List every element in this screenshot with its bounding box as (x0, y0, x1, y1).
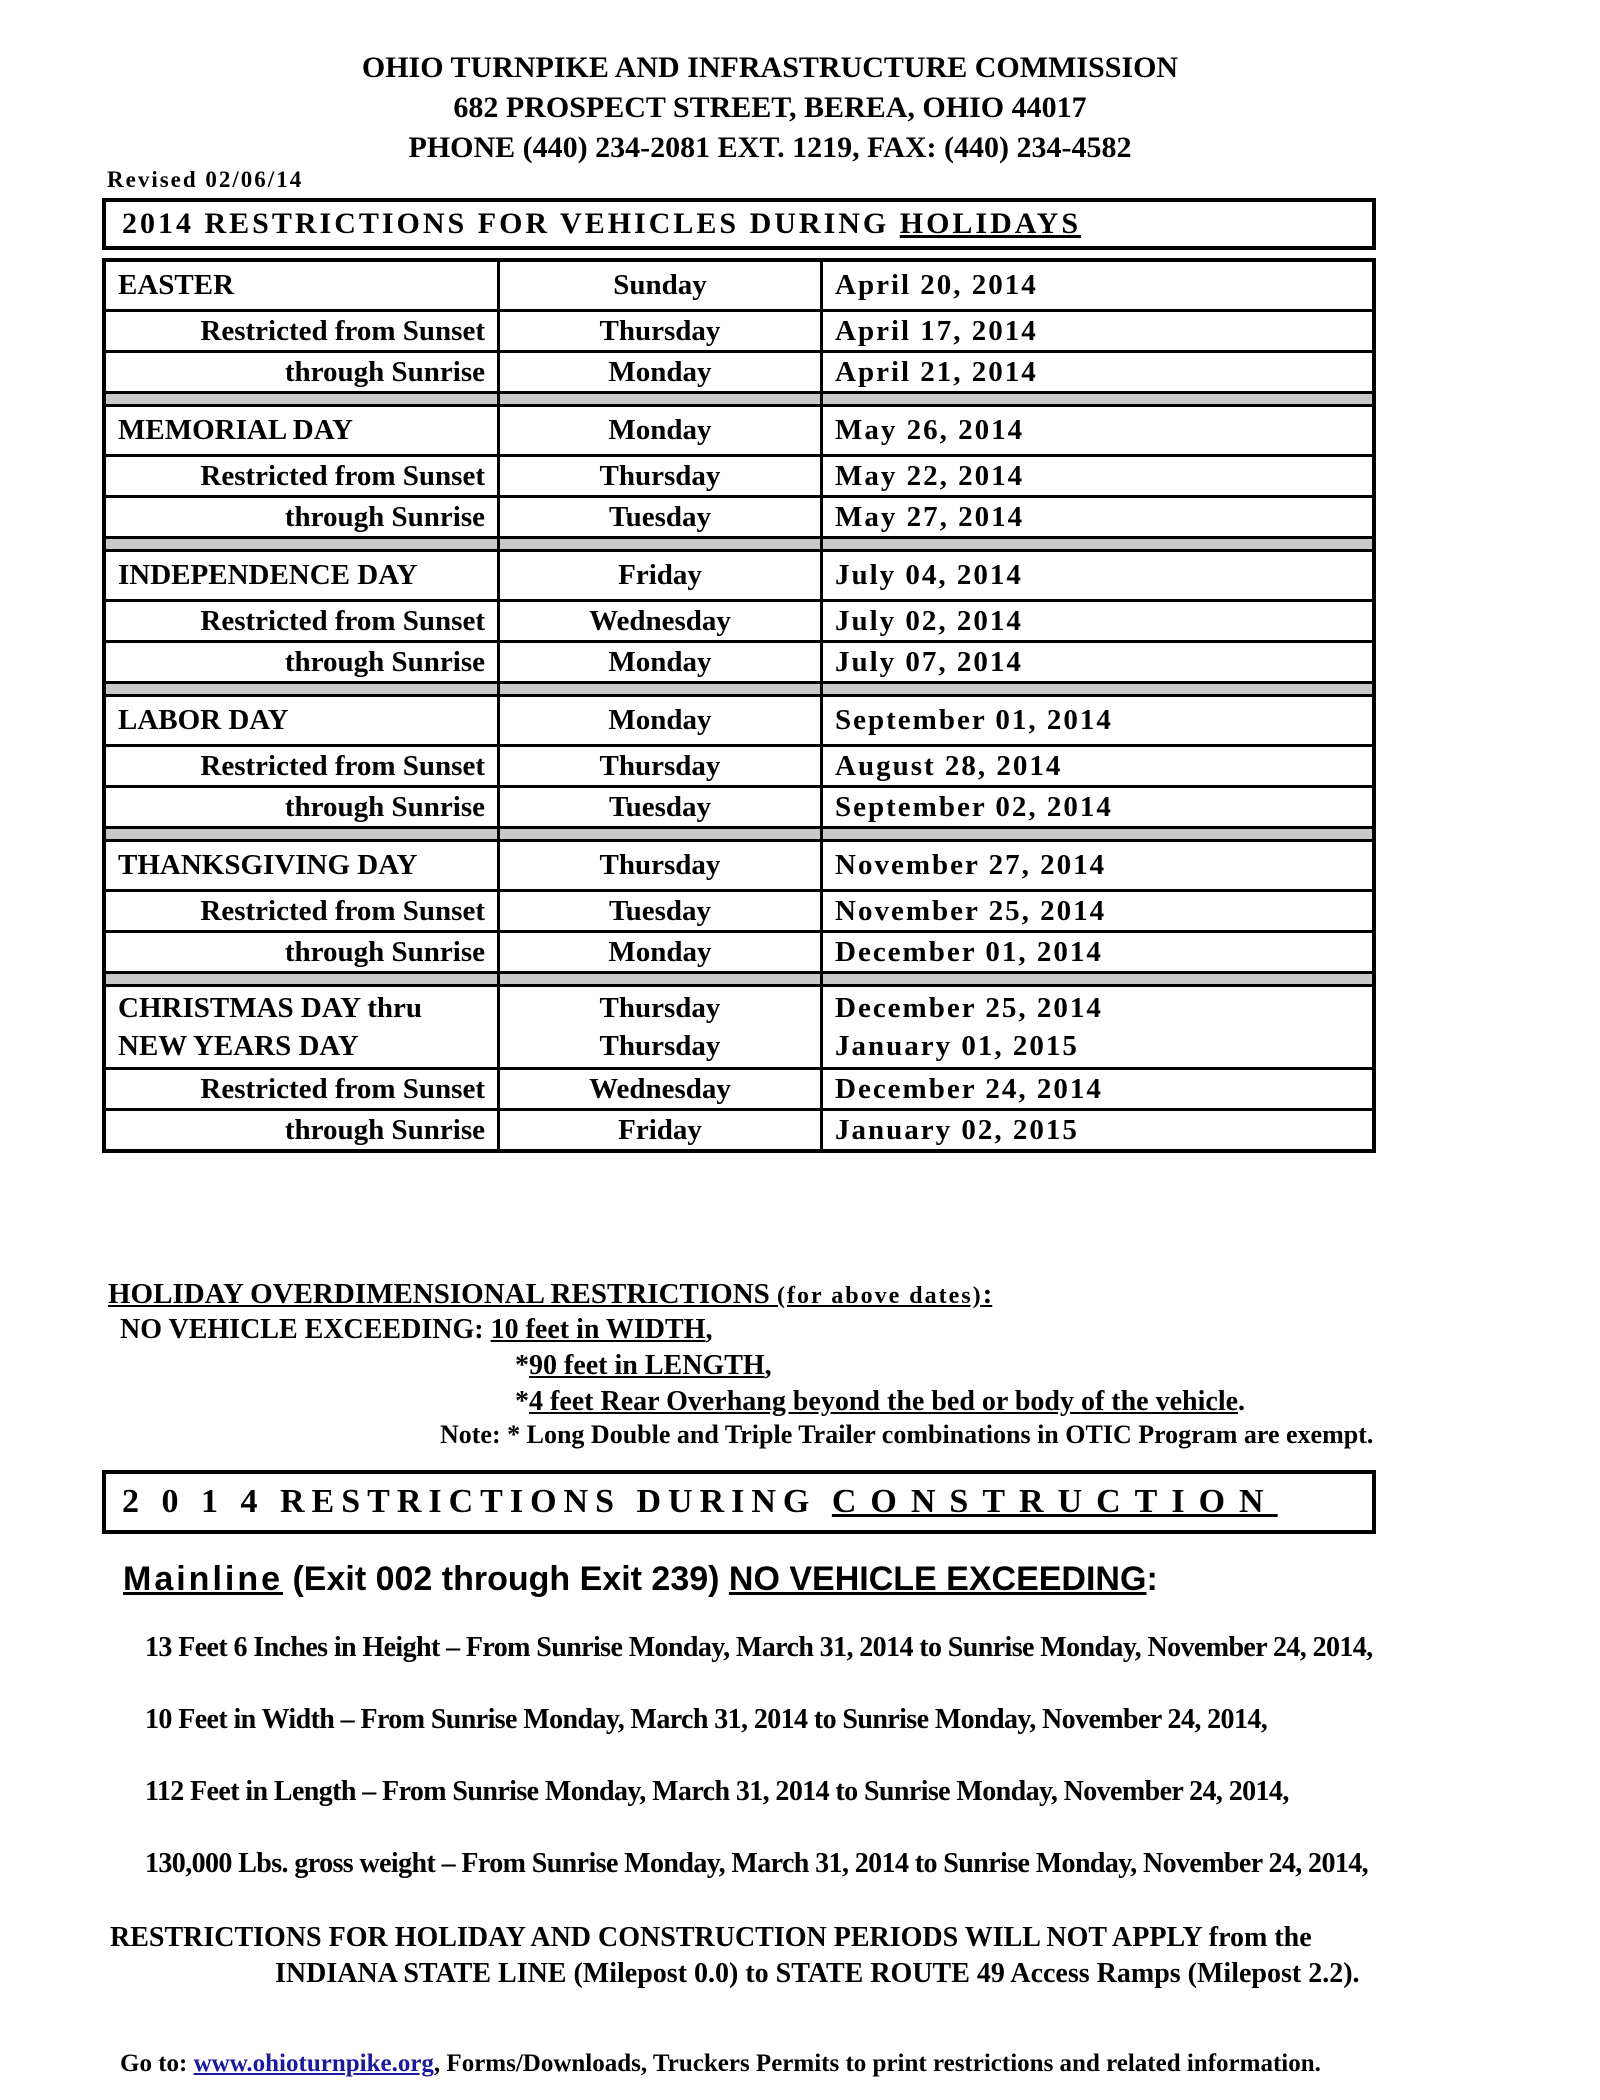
restriction-day (499, 746, 822, 787)
restriction-label-text: through Sunrise (284, 500, 485, 533)
holiday-name-text: EASTER (118, 269, 235, 301)
restriction-date (822, 787, 1375, 828)
overdim-overhang-line (515, 1386, 1245, 1418)
mainline-heading (123, 1560, 1158, 1599)
org-name: OHIO TURNPIKE AND INFRASTRUCTURE COMMISSION (361, 51, 1179, 84)
holiday-name-text: THANKSGIVING DAY (118, 849, 418, 881)
restricted-from-row (104, 456, 1374, 497)
holiday-date (822, 551, 1375, 601)
restriction-date-text: December 24, 2014 (835, 1072, 1103, 1105)
website-link[interactable]: www.ohioturnpike.org (193, 2050, 434, 2077)
holiday-date-text: January 01, 2015 (835, 1030, 1079, 1062)
holiday-date-text: September 01, 2014 (835, 704, 1113, 736)
restriction-date (822, 601, 1375, 642)
restriction-day-text: Tuesday (608, 790, 712, 823)
restriction-date (822, 352, 1375, 393)
holiday-row (104, 986, 1374, 1069)
row-separator (104, 393, 1374, 406)
restriction-day (499, 311, 822, 352)
holiday-title-emph: HOLIDAYS (899, 207, 1082, 240)
holiday-name (104, 841, 499, 891)
restriction-date (822, 642, 1375, 683)
row-separator (104, 828, 1374, 841)
restriction-date-text: November 25, 2014 (835, 894, 1107, 927)
restriction-label (104, 1069, 499, 1110)
restriction-label-text: Restricted from Sunset (200, 749, 485, 782)
row-separator (104, 538, 1374, 551)
restricted-through-row (104, 497, 1374, 538)
restriction-day (499, 456, 822, 497)
holiday-date (822, 696, 1375, 746)
revised-date: Revised 02/06/14 (107, 167, 304, 192)
restricted-through-row (104, 642, 1374, 683)
restriction-label-text: Restricted from Sunset (200, 459, 485, 492)
restriction-day-text: Monday (608, 355, 712, 388)
separator-cell (499, 683, 822, 696)
overdim-length-line (515, 1350, 772, 1382)
restriction-date-text: July 02, 2014 (835, 604, 1023, 637)
holiday-day-text: Sunday (613, 269, 707, 301)
restriction-label-text: Restricted from Sunset (200, 894, 485, 927)
holiday-title-prefix: 2014 RESTRICTIONS FOR VEHICLES DURING (122, 207, 900, 240)
goto-rest: , Forms/Downloads, Truckers Permits to print restrictions and related information. (433, 2050, 1321, 2077)
separator-cell (499, 393, 822, 406)
org-phone: PHONE (440) 234-2081 EXT. 1219, FAX: (440) 234-4582 (408, 131, 1132, 164)
overdim-period: . (1238, 1386, 1246, 1417)
mainline-exceeding: NO VEHICLE EXCEEDING (728, 1560, 1147, 1598)
restricted-from-row (104, 891, 1374, 932)
restriction-date-text: May 27, 2014 (835, 500, 1025, 533)
holiday-date (822, 260, 1375, 311)
restriction-label (104, 642, 499, 683)
construction-item-width: 10 Feet in Width – From Sunrise Monday, March 31, 2014 to Sunrise Monday, November 24, 2014, (145, 1704, 1268, 1735)
construction-title (102, 1470, 1376, 1534)
restriction-label (104, 787, 499, 828)
holiday-date (822, 406, 1375, 456)
restricted-through-row (104, 932, 1374, 973)
holiday-date-text: December 25, 2014 (835, 992, 1103, 1024)
restriction-day (499, 497, 822, 538)
restriction-label-text: Restricted from Sunset (200, 604, 485, 637)
restriction-day-text: Wednesday (589, 604, 731, 637)
overdim-width: 10 feet in WIDTH (490, 1314, 706, 1345)
holiday-table (102, 258, 1376, 1153)
holiday-name (104, 406, 499, 456)
row-separator (104, 973, 1374, 986)
restricted-from-row (104, 1069, 1374, 1110)
holiday-day-text: Thursday (599, 849, 721, 881)
restriction-date-text: August 28, 2014 (835, 749, 1063, 782)
holiday-day-text: Thursday (599, 992, 721, 1024)
restriction-label-text: Restricted from Sunset (200, 1072, 485, 1105)
restriction-day (499, 352, 822, 393)
exemption-line-2: INDIANA STATE LINE (Milepost 0.0) to STATE ROUTE 49 Access Ramps (Milepost 2.2). (275, 1958, 1360, 1989)
restriction-day (499, 1110, 822, 1152)
mainline-colon: : (1146, 1560, 1158, 1598)
holiday-day (499, 551, 822, 601)
holiday-name (104, 551, 499, 601)
restriction-label (104, 1110, 499, 1152)
restriction-label (104, 932, 499, 973)
restriction-label-text: through Sunrise (284, 935, 485, 968)
restriction-day-text: Friday (618, 1113, 702, 1146)
restriction-date-text: January 02, 2015 (835, 1113, 1079, 1146)
holiday-name-text: LABOR DAY (118, 704, 289, 736)
restriction-date-text: December 01, 2014 (835, 935, 1103, 968)
holiday-date-text: November 27, 2014 (835, 849, 1107, 881)
holiday-day-text: Monday (608, 704, 712, 736)
separator-cell (499, 538, 822, 551)
construction-item-length: 112 Feet in Length – From Sunrise Monday, March 31, 2014 to Sunrise Monday, November 24, 2014, (145, 1776, 1289, 1807)
holiday-day-text: Monday (608, 414, 712, 446)
restriction-label (104, 497, 499, 538)
restriction-day (499, 787, 822, 828)
holiday-date-text: April 20, 2014 (835, 269, 1038, 301)
holiday-day (499, 696, 822, 746)
restriction-label-text: through Sunrise (284, 1113, 485, 1146)
overdim-title (108, 1278, 992, 1311)
restricted-through-row (104, 787, 1374, 828)
restriction-date (822, 746, 1375, 787)
separator-cell (822, 828, 1375, 841)
overdim-title-small: (for above dates) (777, 1283, 983, 1309)
overdim-width-line (120, 1314, 712, 1346)
restriction-day-text: Tuesday (608, 500, 712, 533)
restriction-day (499, 601, 822, 642)
holiday-date-text: May 26, 2014 (835, 414, 1025, 446)
holiday-row (104, 406, 1374, 456)
restriction-label (104, 746, 499, 787)
restriction-label-text: through Sunrise (284, 790, 485, 823)
holiday-date-text: July 04, 2014 (835, 559, 1023, 591)
goto-line (120, 2050, 1321, 2078)
separator-cell (104, 828, 499, 841)
holiday-day-text: Thursday (599, 1030, 721, 1062)
overdim-star-1: * (515, 1350, 529, 1381)
restriction-day-text: Thursday (599, 459, 721, 492)
holiday-name (104, 260, 499, 311)
holiday-row (104, 260, 1374, 311)
holiday-day (499, 406, 822, 456)
construction-title-prefix: 2 0 1 4 RESTRICTIONS DURING (122, 1483, 832, 1520)
holiday-title (102, 198, 1376, 250)
holiday-date (822, 841, 1375, 891)
restriction-label (104, 456, 499, 497)
separator-cell (822, 973, 1375, 986)
restriction-day-text: Monday (608, 645, 712, 678)
separator-cell (499, 828, 822, 841)
restriction-label (104, 891, 499, 932)
holiday-name (104, 986, 499, 1069)
holiday-name-text: MEMORIAL DAY (118, 414, 353, 446)
separator-cell (104, 538, 499, 551)
overdim-comma-2: , (764, 1350, 772, 1381)
restriction-label-text: through Sunrise (284, 355, 485, 388)
restriction-date-text: April 21, 2014 (835, 355, 1038, 388)
restriction-day (499, 932, 822, 973)
restricted-through-row (104, 1110, 1374, 1152)
holiday-row (104, 841, 1374, 891)
restriction-label-text: Restricted from Sunset (200, 314, 485, 347)
separator-cell (104, 683, 499, 696)
overdim-note: Note: * Long Double and Triple Trailer combinations in OTIC Program are exempt. (440, 1420, 1374, 1449)
construction-item-weight: 130,000 Lbs. gross weight – From Sunrise Monday, March 31, 2014 to Sunrise Monday, November 24, 2014, (145, 1848, 1369, 1879)
restricted-through-row (104, 352, 1374, 393)
restriction-day (499, 642, 822, 683)
separator-cell (104, 393, 499, 406)
overdim-lead: NO VEHICLE EXCEEDING: (120, 1314, 491, 1345)
overdim-title-text: HOLIDAY OVERDIMENSIONAL RESTRICTIONS (108, 1278, 770, 1310)
construction-item-height: 13 Feet 6 Inches in Height – From Sunrise Monday, March 31, 2014 to Sunrise Monday, November 24, 2014, (145, 1632, 1373, 1663)
restriction-date (822, 456, 1375, 497)
restriction-date (822, 497, 1375, 538)
restriction-day-text: Wednesday (589, 1072, 731, 1105)
holiday-row (104, 696, 1374, 746)
restriction-day-text: Monday (608, 935, 712, 968)
restriction-label (104, 311, 499, 352)
mainline-range: (Exit 002 through Exit 239) (283, 1560, 729, 1598)
restriction-date-text: September 02, 2014 (835, 790, 1113, 823)
restriction-date (822, 1110, 1375, 1152)
overdim-comma-1: , (705, 1314, 713, 1345)
holiday-name (104, 696, 499, 746)
holiday-name-text: NEW YEARS DAY (118, 1030, 359, 1062)
overdim-length: 90 feet in LENGTH (529, 1350, 765, 1381)
separator-cell (499, 973, 822, 986)
restriction-date-text: July 07, 2014 (835, 645, 1023, 678)
separator-cell (104, 973, 499, 986)
holiday-name-text: INDEPENDENCE DAY (118, 559, 418, 591)
separator-cell (822, 683, 1375, 696)
construction-title-emph: CONSTRUCTION (831, 1483, 1278, 1520)
restricted-from-row (104, 746, 1374, 787)
restriction-date (822, 1069, 1375, 1110)
separator-cell (822, 538, 1375, 551)
restriction-day-text: Tuesday (608, 894, 712, 927)
overdim-overhang: 4 feet Rear Overhang beyond the bed or body of the vehicle (529, 1386, 1239, 1417)
overdim-star-2: * (515, 1386, 529, 1417)
goto-label: Go to: (120, 2050, 194, 2077)
holiday-day (499, 841, 822, 891)
org-address: 682 PROSPECT STREET, BEREA, OHIO 44017 (453, 91, 1087, 124)
restriction-day (499, 891, 822, 932)
restriction-label-text: through Sunrise (284, 645, 485, 678)
restriction-label (104, 352, 499, 393)
restriction-day (499, 1069, 822, 1110)
holiday-day (499, 986, 822, 1069)
restriction-day-text: Thursday (599, 314, 721, 347)
restriction-date (822, 311, 1375, 352)
restriction-date (822, 891, 1375, 932)
overdim-title-colon: : (982, 1278, 993, 1310)
restricted-from-row (104, 311, 1374, 352)
restriction-date (822, 932, 1375, 973)
mainline-label: Mainline (123, 1560, 284, 1598)
holiday-day-text: Friday (618, 559, 702, 591)
row-separator (104, 683, 1374, 696)
restriction-label (104, 601, 499, 642)
restricted-from-row (104, 601, 1374, 642)
separator-cell (822, 393, 1375, 406)
restriction-day-text: Thursday (599, 749, 721, 782)
restriction-date-text: May 22, 2014 (835, 459, 1025, 492)
holiday-row (104, 551, 1374, 601)
holiday-day (499, 260, 822, 311)
exemption-line-1: RESTRICTIONS FOR HOLIDAY AND CONSTRUCTION PERIODS WILL NOT APPLY from the (110, 1922, 1312, 1953)
holiday-date (822, 986, 1375, 1069)
holiday-name-text: CHRISTMAS DAY thru (118, 992, 423, 1024)
restriction-date-text: April 17, 2014 (835, 314, 1038, 347)
